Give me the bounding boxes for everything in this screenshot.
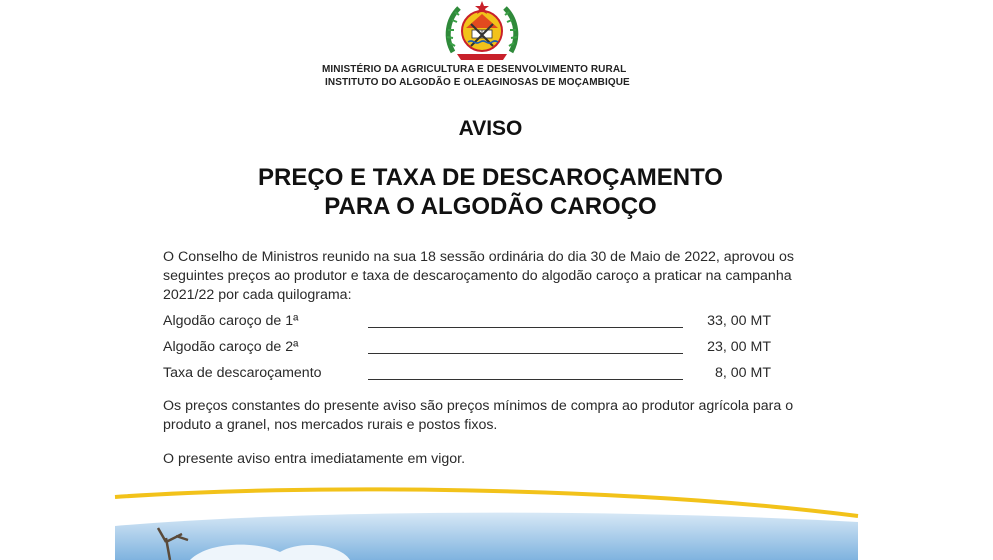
decorative-footer-art — [0, 470, 993, 560]
minimum-price-note: Os preços constantes do presente aviso são preços mínimos de compra ao produtor agrícola para o produto a granel, nos mercados rurais e postos fixos. — [163, 398, 794, 433]
leader-line — [368, 379, 683, 380]
institute-name: INSTITUTO DO ALGODÃO E OLEAGINOSAS DE MOÇAMBIQUE — [325, 77, 630, 88]
yellow-swoosh — [115, 489, 858, 516]
notice-title-line-1: PREÇO E TAXA DE DESCAROÇAMENTO — [258, 164, 723, 191]
effective-statement: O presente aviso entra imediatamente em vigor. — [163, 451, 466, 467]
price-value: 33, 00 MT — [707, 313, 771, 329]
leader-line — [368, 353, 683, 354]
leader-line — [368, 327, 683, 328]
price-value: 8, 00 MT — [715, 365, 771, 381]
notice-title — [0, 163, 981, 221]
ministry-name: MINISTÉRIO DA AGRICULTURA E DESENVOLVIMENTO RURAL — [322, 64, 627, 75]
price-list — [163, 311, 783, 389]
price-row-first-grade — [163, 311, 783, 337]
price-row-ginning-fee — [163, 363, 783, 389]
coat-of-arms-icon — [441, 0, 523, 64]
intro-paragraph: O Conselho de Ministros reunido na sua 18 sessão ordinária do dia 30 de Maio de 2022, aprovou os seguintes preços ao produtor e taxa de descaroçamento do algodão caroço a praticar na campanha 2021/22 por cada quilograma: — [163, 249, 794, 303]
price-value: 23, 00 MT — [707, 339, 771, 355]
notice-label: AVISO — [458, 117, 523, 140]
price-label: Algodão caroço de 2ª — [163, 339, 299, 355]
price-label: Algodão caroço de 1ª — [163, 313, 299, 329]
notice-title-line-2: PARA O ALGODÃO CAROÇO — [324, 193, 657, 220]
price-row-second-grade — [163, 337, 783, 363]
price-label: Taxa de descaroçamento — [163, 365, 322, 381]
